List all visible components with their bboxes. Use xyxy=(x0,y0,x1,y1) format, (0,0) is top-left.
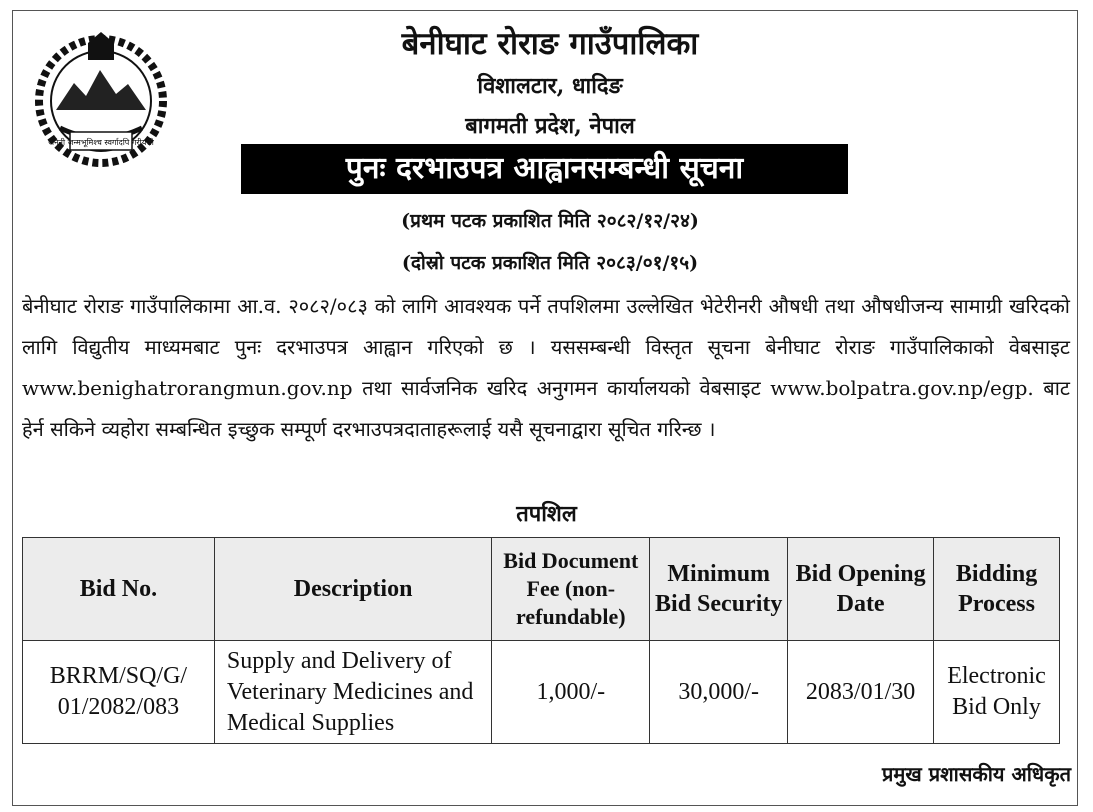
municipality-address: विशालटार, धादिङ xyxy=(477,73,623,99)
header-opening-date: Bid Opening Date xyxy=(788,538,934,641)
table-row xyxy=(23,641,1060,744)
notice-title-banner: पुनः दरभाउपत्र आह्वानसम्बन्धी सूचना xyxy=(241,144,848,194)
cell-security: 30,000/- xyxy=(650,641,788,744)
signatory-title: प्रमुख प्रशासकीय अधिकृत xyxy=(882,762,1071,786)
government-emblem-icon xyxy=(30,28,172,170)
cell-description: Supply and Delivery of Veterinary Medicines and Medical Supplies xyxy=(214,641,492,744)
cell-bidding-process: Electronic Bid Only xyxy=(934,641,1060,744)
header-fee: Bid Document Fee (non-refundable) xyxy=(492,538,650,641)
header-description: Description xyxy=(214,538,492,641)
cell-bid-no: BRRM/SQ/G/ 01/2082/083 xyxy=(23,641,215,744)
bid-schedule-table xyxy=(22,537,1060,744)
notice-body: बेनीघाट रोराङ गाउँपालिकामा आ.व. २०८२/०८३ को लागि आवश्यक पर्ने तपशिलमा उल्लेखित भेटेरीनरी औषधी तथा औषधीजन्य सामाग्री खरिदको लागि विद्युतीय माध्यमबाट पुनः दरभाउपत्र आह्वान गरिएको छ । यससम्बन्धी विस्तृत सूचना बेनीघाट रोराङ गाउँपालिकाको वेबसाइट www.benighatrorangmun.gov.np तथा सार्वजनिक खरिद अनुगमन कार्यालयको वेबसाइट www.bolpatra.gov.np/egp. बाट हेर्न सकिने व्यहोरा सम्बन्धित इच्छुक सम्पूर्ण दरभाउपत्रदाताहरूलाई यसै सूचनाद्वारा सूचित गरिन्छ । xyxy=(22,294,1070,441)
header-bid-no: Bid No. xyxy=(23,538,215,641)
second-publish-date: (दोस्रो पटक प्रकाशित मिति २०८३/०१/१५) xyxy=(401,252,699,274)
first-publish-date: (प्रथम पटक प्रकाशित मिति २०८२/१२/२४) xyxy=(401,210,699,232)
schedule-title: तपशिल xyxy=(516,501,577,527)
header-bidding-process: Bidding Process xyxy=(934,538,1060,641)
municipality-name: बेनीघाट रोराङ गाउँपालिका xyxy=(401,26,699,62)
cell-fee: 1,000/- xyxy=(492,641,650,744)
emblem-motto: जननी जन्मभूमिश्च स्वर्गादपि गरीयसी xyxy=(48,138,154,147)
province-line: बागमती प्रदेश, नेपाल xyxy=(465,113,635,139)
header-security: Minimum Bid Security xyxy=(650,538,788,641)
table-header-row xyxy=(23,538,1060,641)
cell-opening-date: 2083/01/30 xyxy=(788,641,934,744)
